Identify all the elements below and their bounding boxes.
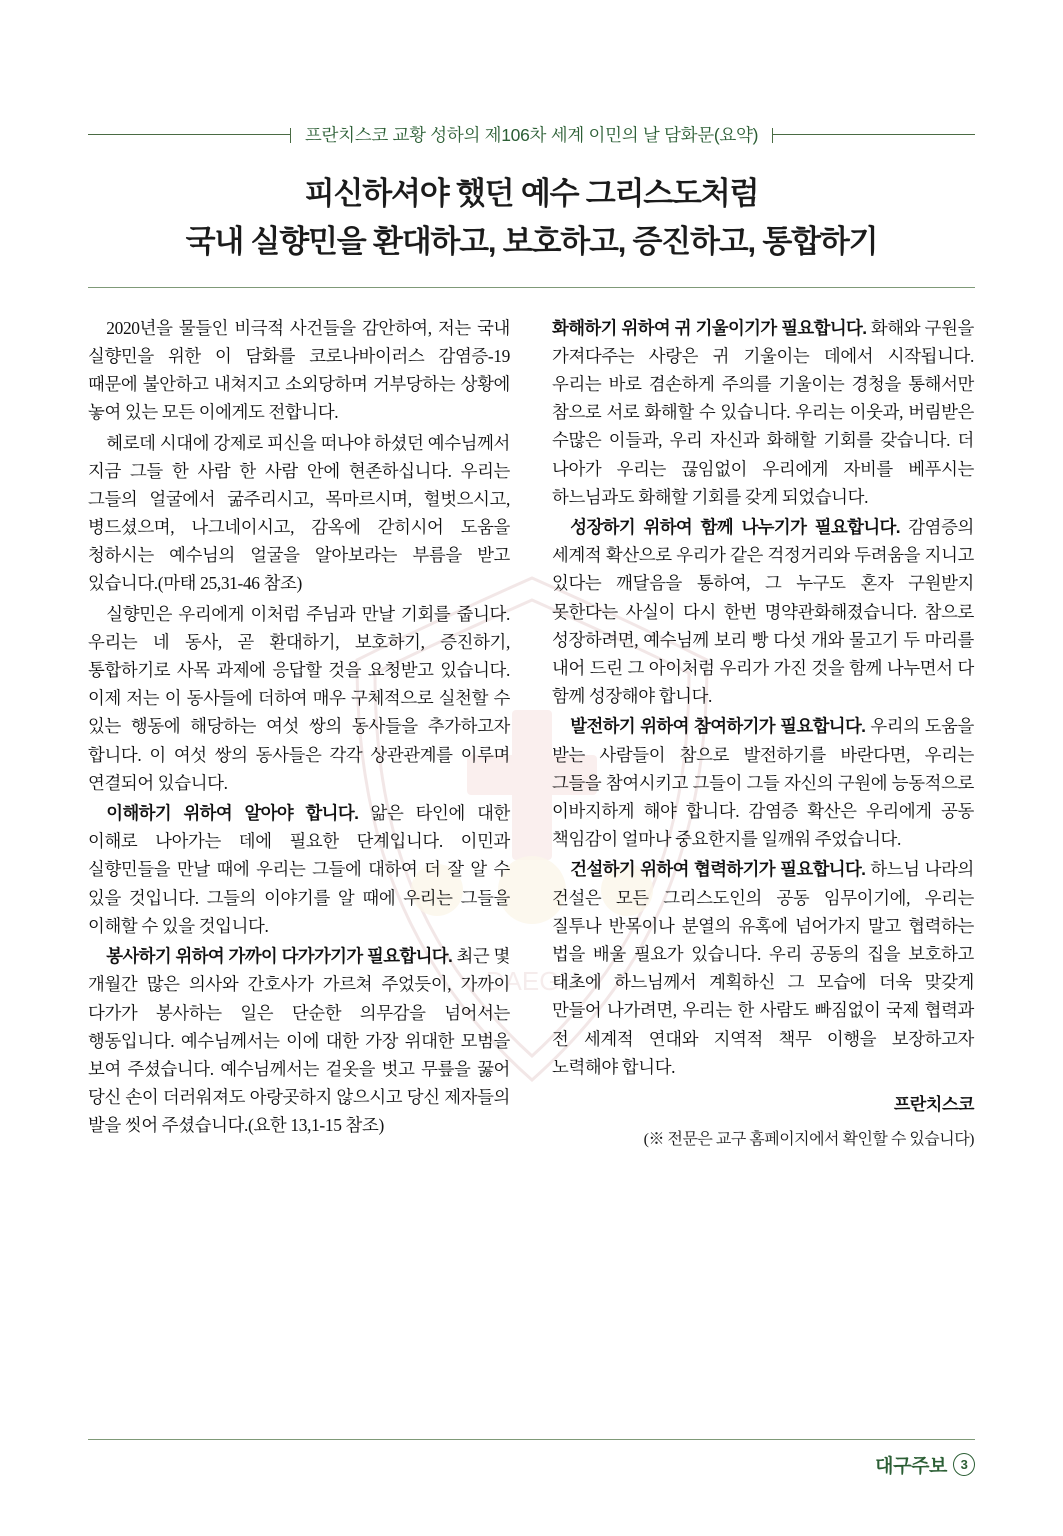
paragraph-lead: 이해하기 위하여 알아야 합니다. (106, 803, 359, 824)
paragraph (88, 799, 510, 940)
footer-divider (88, 1439, 975, 1440)
signature: 프란치스코 (893, 1094, 974, 1114)
title-line-2: 국내 실향민을 환대하고, 보호하고, 증진하고, 통합하기 (185, 223, 878, 259)
paragraph (88, 942, 510, 1139)
paragraph-lead: 발전하기 위하여 참여하기가 필요합니다. (570, 716, 866, 737)
article-body (0, 288, 1063, 1153)
title-line-1: 피신하셔야 했던 예수 그리스도처럼 (304, 176, 759, 211)
paragraph-text: 실향민은 우리에게 이처럼 주님과 만날 기회를 줍니다. 우리는 네 동사, 곧 환대하기, 보호하기, 증진하기, 통합하기로 사목 과제에 응답할 것을 요청받고 있습니다. 이제 저는 이 동사들에 더하여 매우 구체적으로 실천할 수 있는 행동에 해당하는 여섯 쌍의 동사들을 추가하고자 합니다. 이 여섯 쌍의 동사들은 각각 상관관계를 이루며 연결되어 있습니다. (88, 603, 510, 793)
paragraph (552, 513, 974, 710)
paragraph-lead: 성장하기 위하여 함께 나누기가 필요합니다. (570, 517, 900, 538)
paragraph-text: 하느님 나라의 건설은 모든 그리스도인의 공동 임무이기에, 우리는 질투나 반목이나 분열의 유혹에 넘어가지 말고 협력하는 법을 배울 필요가 있습니다. 우리 공동의 집을 보호하고 태초에 하느님께서 계획하신 그 모습에 더욱 맞갖게 만들어 나가려면, 우리는 한 사람도 빠짐없이 국제 협력과 전 세계적 연대와 지역적 책무 이행을 보장하고자 노력해야 합니다. (552, 859, 974, 1077)
paragraph (552, 712, 974, 853)
paragraph-text: 화해와 구원을 가져다주는 사랑은 귀 기울이는 데에서 시작됩니다. 우리는 바로 겸손하게 주의를 기울이는 경청을 통해서만 참으로 서로 화해할 수 있습니다. 우리는 이웃과, 버림받은 수많은 이들과, 우리 자신과 화해할 기회를 갖습니다. 더 나아가 우리는 끊임없이 우리에게 자비를 베푸시는 하느님과도 화해할 기회를 갖게 되었습니다. (552, 317, 974, 507)
svg-text:DAEGU: DAEGU (485, 966, 578, 996)
paragraph-text: 2020년을 물들인 비극적 사건들을 감안하여, 저는 국내 실향민을 위한 이 담화를 코로나바이러스 감염증-19 때문에 불안하고 내쳐지고 소외당하며 거부당하는 상황에 놓여 있는 모든 이에게도 전합니다. (88, 317, 510, 423)
column-left (88, 314, 510, 1153)
page-title (0, 173, 1063, 263)
kicker-text: 프란치스코 교황 성하의 제106차 세계 이민의 날 담화문(요약) (304, 125, 759, 145)
paragraph-text: 앎은 타인에 대한 이해로 나아가는 데에 필요한 단계입니다. 이민과 실향민들을 만날 때에 우리는 그들에 대하여 더 잘 알 수 있을 것입니다. 그들의 이야기를 알 때에 우리는 그들을 이해할 수 있을 것입니다. (88, 803, 510, 936)
paragraph (88, 314, 510, 427)
kicker-row (0, 122, 1063, 147)
kicker-rule-left (88, 134, 291, 135)
column-right (552, 314, 974, 1153)
kicker-rule-right (772, 134, 975, 135)
paragraph-lead: 화해하기 위하여 귀 기울이기가 필요합니다. (552, 317, 867, 338)
paragraph-text: 우리의 도움을 받는 사람들이 참으로 발전하기를 바란다면, 우리는 그들을 참여시키고 그들이 그들 자신의 구원에 능동적으로 이바지하게 해야 합니다. 감염증 확산은 우리에게 공동 책임감이 얼마나 중요한지를 일깨워 주었습니다. (552, 716, 974, 850)
paragraph-text: 감염증의 세계적 확산으로 우리가 같은 걱정거리와 두려움을 지니고 있다는 깨달음을 통하여, 그 누구도 혼자 구원받지 못한다는 사실이 다시 한번 명약관화해졌습니다. 참으로 성장하려면, 예수님께 보리 빵 다섯 개와 물고기 두 마리를 내어 드린 그 아이처럼 우리가 가진 것을 함께 나누면서 다 함께 성장해야 합니다. (552, 517, 975, 707)
paragraph-lead: 건설하기 위하여 협력하기가 필요합니다. (570, 859, 866, 880)
paragraph-text: 최근 몇 개월간 많은 의사와 간호사가 가르쳐 주었듯이, 가까이 다가가 봉사하는 일은 단순한 의무감을 넘어서는 행동입니다. 예수님께서는 이에 대한 가장 위대한 모범을 보여 주셨습니다. 예수님께서는 겉옷을 벗고 무릎을 꿇어 당신 손이 더러워져도 아랑곳하지 않으시고 당신 제자들의 발을 씻어 주셨습니다.(요한 13,1-15 참조) (88, 946, 511, 1136)
paragraph (88, 429, 510, 598)
footnote: (※ 전문은 교구 홈페이지에서 확인할 수 있습니다) (643, 1130, 974, 1148)
publication-name: 대구주보 (875, 1456, 947, 1477)
paragraph (552, 314, 974, 511)
page-number: 3 (953, 1453, 975, 1476)
paragraph (88, 600, 510, 797)
paragraph (552, 855, 974, 1081)
footer (875, 1451, 975, 1478)
paragraph-lead: 봉사하기 위하여 가까이 다가가기가 필요합니다. (106, 946, 453, 967)
paragraph-text: 헤로데 시대에 강제로 피신을 떠나야 하셨던 예수님께서 지금 그들 한 사람 한 사람 안에 현존하십니다. 우리는 그들의 얼굴에서 굶주리시고, 목마르시며, 헐벗으시고, 병드셨으며, 나그네이시고, 감옥에 갇히시어 도움을 청하시는 예수님의 얼굴을 알아보라는 부름을 받고 있습니다.(마태 25,31-46 참조) (88, 432, 510, 594)
